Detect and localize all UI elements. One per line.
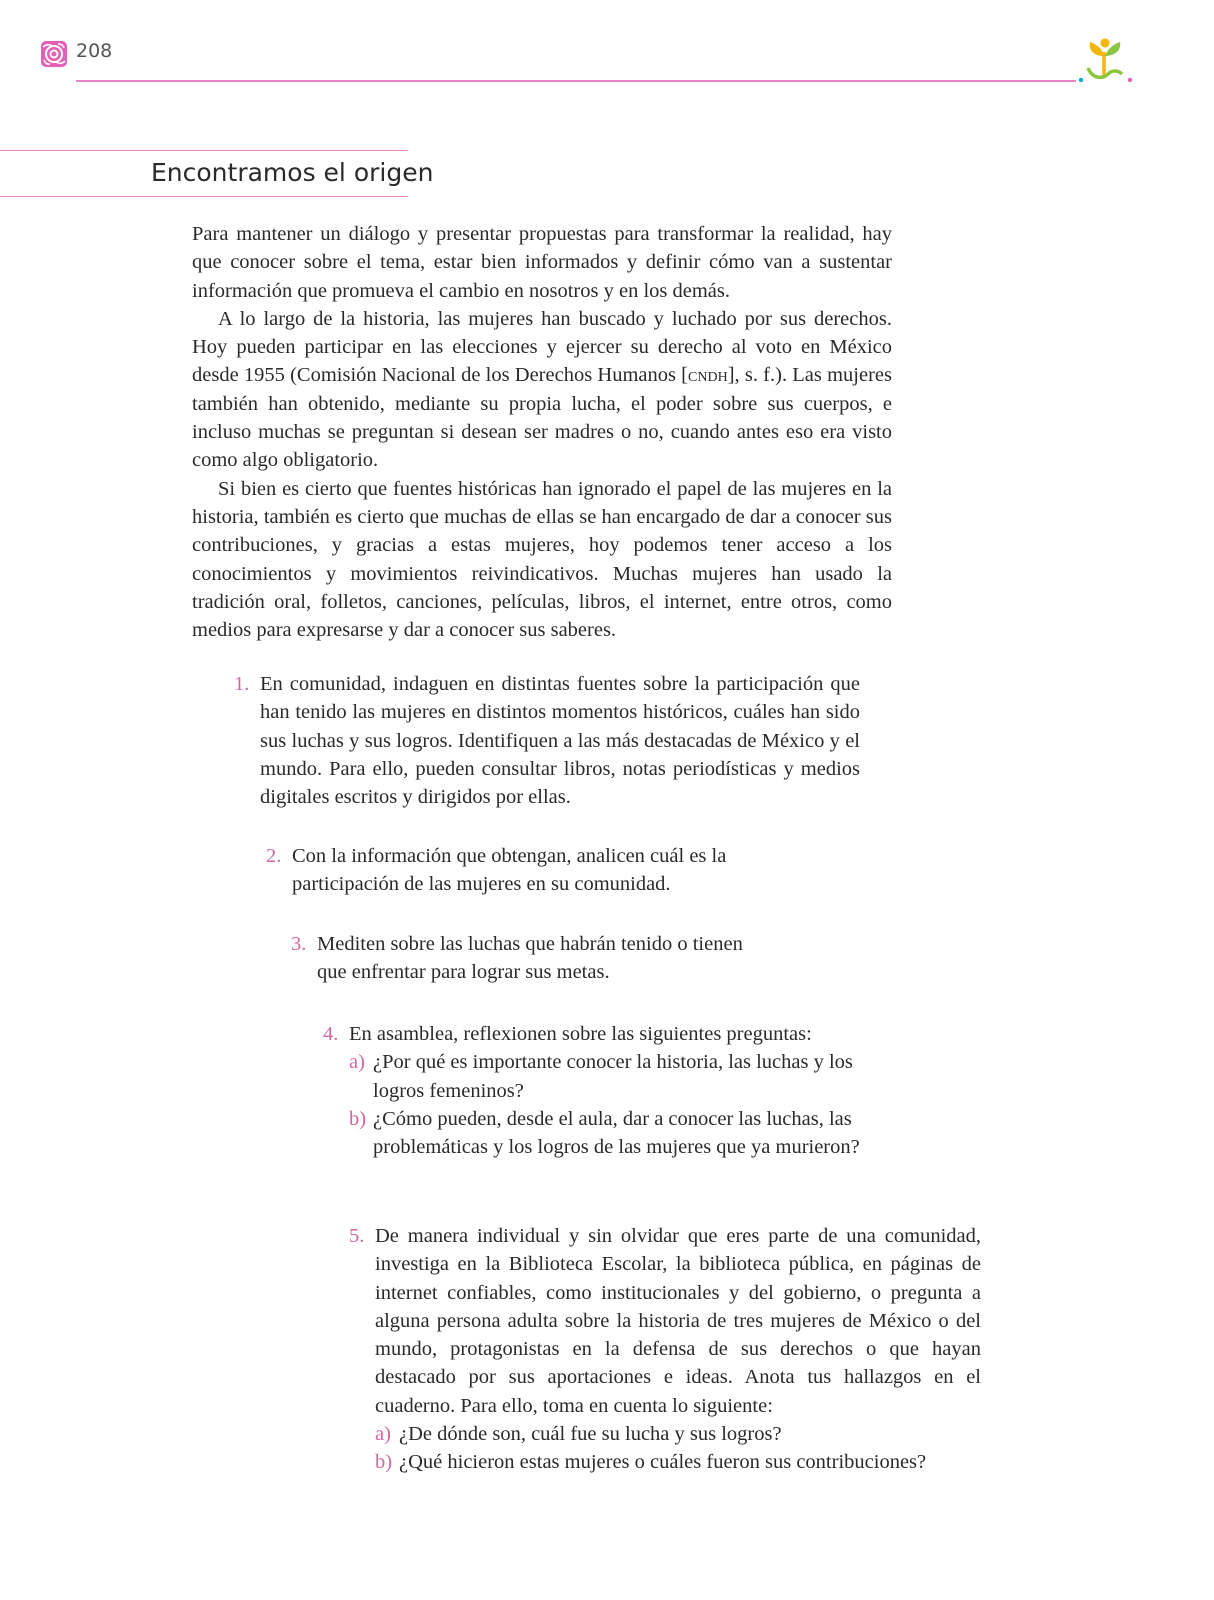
sub-text: ¿Por qué es importante conocer la historia, las luchas y los logros femeninos? <box>373 1051 853 1102</box>
section-rule-bottom <box>0 196 408 197</box>
activity-item-2 <box>266 842 802 899</box>
item-number: 3. <box>291 933 307 955</box>
activity-item-4 <box>323 1020 909 1161</box>
intro-paragraph-1: Para mantener un diálogo y presentar propuestas para transformar la realidad, hay que conocer sobre el tema, estar bien informados y definir cómo van a sustentar información que promueva el cambio en nosotros y en los demás. <box>192 223 892 302</box>
sub-text: ¿Qué hicieron estas mujeres o cuáles fueron sus contribuciones? <box>399 1451 927 1474</box>
activity-item-1 <box>234 670 860 811</box>
sub-question-a <box>375 1420 981 1448</box>
sprout-logo-icon <box>1078 34 1134 86</box>
sub-letter: a) <box>375 1423 391 1446</box>
item-text: En comunidad, indaguen en distintas fuentes sobre la participación que han tenido las mujeres en distintos momentos históricos, cuáles han sido sus luchas y sus logros. Identifiquen a las más destacadas de México y el mundo. Para ello, pueden consultar libros, notas periodísticas y medios digitales escritos y dirigidos por ellas. <box>260 673 860 809</box>
sub-letter: b) <box>375 1451 393 1474</box>
sub-question-b <box>375 1448 981 1476</box>
section-rule-top <box>0 150 408 151</box>
item-text: Con la información que obtengan, analicen cuál es la participación de las mujeres en su comunidad. <box>292 845 727 896</box>
intro-paragraph-2-part-b: ], s. f.). Las mujeres también han obtenido, mediante su propia lucha, el poder sobre sus cuerpos, e incluso muchas se preguntan si desean ser madres o no, cuando antes eso era visto como algo obligatorio. <box>192 364 892 472</box>
sub-text: ¿Cómo pueden, desde el aula, dar a conocer las luchas, las problemáticas y los logros de las mujeres que ya murieron? <box>373 1107 860 1159</box>
item-text: De manera individual y sin olvidar que eres parte de una comunidad, investiga en la Biblioteca Escolar, la biblioteca pública, en páginas de internet confiables, como institucionales y del gobierno, o pregunta a alguna persona adulta sobre la historia de tres mujeres de México o del mundo, protagonistas en la defensa de sus derechos o que hayan destacado por sus aportaciones e ideas. Anota tus hallazgos en el cuaderno. Para ello, toma en cuenta lo siguiente: <box>375 1225 981 1417</box>
page-number: 208 <box>76 40 113 62</box>
sub-letter: a) <box>349 1051 365 1074</box>
activity-item-3 <box>291 930 757 987</box>
item-number: 1. <box>234 673 250 695</box>
sub-question-a <box>349 1048 903 1105</box>
item-number: 2. <box>266 845 282 867</box>
item-text: Mediten sobre las luchas que habrán tenido o tienen que enfrentar para lograr sus metas. <box>317 933 743 984</box>
cndh-abbreviation: cndh <box>688 364 728 387</box>
intro-paragraph-2-part-a: A lo largo de la historia, las mujeres han buscado y luchado por sus derechos. Hoy pueden participar en las elecciones y ejercer su derecho al voto en México desde 1955 (Comisión Nacional de los Derechos Humanos [ <box>192 307 892 387</box>
item-text: En asamblea, reflexionen sobre las siguientes preguntas: <box>349 1023 812 1045</box>
header-divider <box>76 80 1076 82</box>
activity-item-5 <box>349 1222 981 1477</box>
item-number: 4. <box>323 1023 339 1045</box>
intro-text <box>192 220 892 644</box>
intro-paragraph-2 <box>192 305 892 475</box>
flower-glyph-icon <box>40 40 68 68</box>
sub-text: ¿De dónde son, cuál fue su lucha y sus logros? <box>399 1423 782 1446</box>
sub-question-b <box>349 1105 903 1162</box>
sub-letter: b) <box>349 1107 367 1130</box>
item-number: 5. <box>349 1225 365 1247</box>
intro-paragraph-3: Si bien es cierto que fuentes históricas han ignorado el papel de las mujeres en la historia, también es cierto que muchas de ellas se han encargado de dar a conocer sus contribuciones, y gracias a estas mujeres, hoy podemos tener acceso a los conocimientos y movimientos reivindicativos. Muchas mujeres han usado la tradición oral, folletos, canciones, películas, libros, el internet, entre otros, como medios para expresarse y dar a conocer sus saberes. <box>192 477 892 642</box>
section-title: Encontramos el origen <box>151 158 434 187</box>
